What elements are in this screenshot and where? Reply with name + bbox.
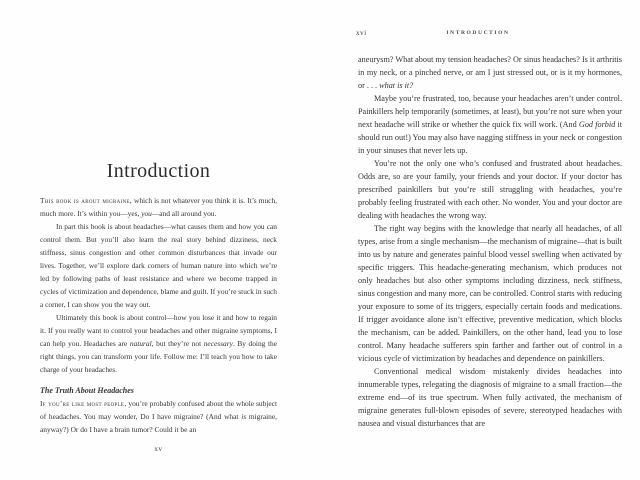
paragraph: You’re not the only one who’s confused and frustrated about headaches. Odds are, so are your family, your friends and your doctor. If your doctor has prescribed painkillers but you’re still struggling with headaches, you’re probably feeling frustrated with each other. No wonder. You and your doctor are dealing with headaches the wrong way. xyxy=(358,159,622,220)
section-subheading: The Truth About Headaches xyxy=(40,386,134,395)
right-page-number: xvi xyxy=(356,29,367,37)
right-page-text xyxy=(358,53,622,430)
paragraph: This book is about migraine, which is not whatever you think it is. It’s much, much more. It’s within you—yes, you—and all around you. xyxy=(40,196,277,218)
left-page xyxy=(40,160,277,436)
paragraph: aneurysm? What about my tension headaches? Or sinus headaches? Is it arthritis in my neck, or a pinched nerve, or am I just stressed out, or is it my hormones, or . . . what is it? xyxy=(358,55,622,90)
paragraph: The right way begins with the knowledge that nearly all headaches, of all types, arise from a single mechanism—the mechanism of migraine—that is built into us by nature and generates painful blood vessel swelling when activated by specific triggers. This headache-generating mechanism, which produces not only headaches but also other symptoms including dizziness, neck stiffness, sinus congestion and many more, can be controlled. Control starts with reducing your exposure to some of its triggers, especially certain foods and medications. If trigger avoidance alone isn’t effective, preventive medication, which blocks the mechanism, can be added. Painkillers, on the other hand, lead you to lose control. Many headache sufferers spin farther and farther out of control in a vicious cycle of victimization by headaches and dependence on painkillers. xyxy=(358,224,622,363)
paragraph: Ultimately this book is about control—how you lose it and how to regain it. If you really want to control your headaches and other migraine symptoms, I can help you. Headaches are natural, but they’re not necessary. By doing the right things, you can transform your life. Follow me: I’ll teach you how to take charge of your headaches. xyxy=(40,313,277,374)
paragraph: Conventional medical wisdom mistakenly divides headaches into innumerable types, relegating the diagnosis of migraine to a small fraction—the extreme end—of its true spectrum. When fully activated, the mechanism of migraine generates full-blown episodes of severe, stereotyped headaches with nausea and visual disturbances that are xyxy=(358,367,622,428)
right-page xyxy=(358,29,622,430)
chapter-heading: Introduction xyxy=(106,160,211,182)
paragraph: If you’re like most people, you’re probably confused about the whole subject of headaches. You may wonder, Do I have migraine? (And what is migraine, anyway?) Or do I have a brain tumor? Could it be an xyxy=(40,399,277,434)
running-title: INTRODUCTION xyxy=(446,30,510,36)
running-header xyxy=(358,29,622,37)
left-page-text xyxy=(40,194,277,436)
paragraph: Maybe you’re frustrated, too, because your headaches aren’t under control. Painkillers help temporarily (sometimes, at least), but you’re not sure when your next headache will strike or whether the quick fix will work. (And God forbid it should run out!) You may also have nagging stiffness in your neck or congestion in your sinuses that never lets up. xyxy=(358,94,622,155)
paragraph: In part this book is about headaches—what causes them and how you can control them. But you’ll also learn the real story behind dizziness, neck stiffness, sinus congestion and other common disturbances that invade our lives. Together, we’ll explore dark corners of human nature into which we’re led by following paths of least resistance and where we become trapped in cycles of victimization and dependence, blame and guilt. If you’re stuck in such a corner, I can show you the way out. xyxy=(40,222,277,309)
left-page-number: xv xyxy=(154,445,163,453)
